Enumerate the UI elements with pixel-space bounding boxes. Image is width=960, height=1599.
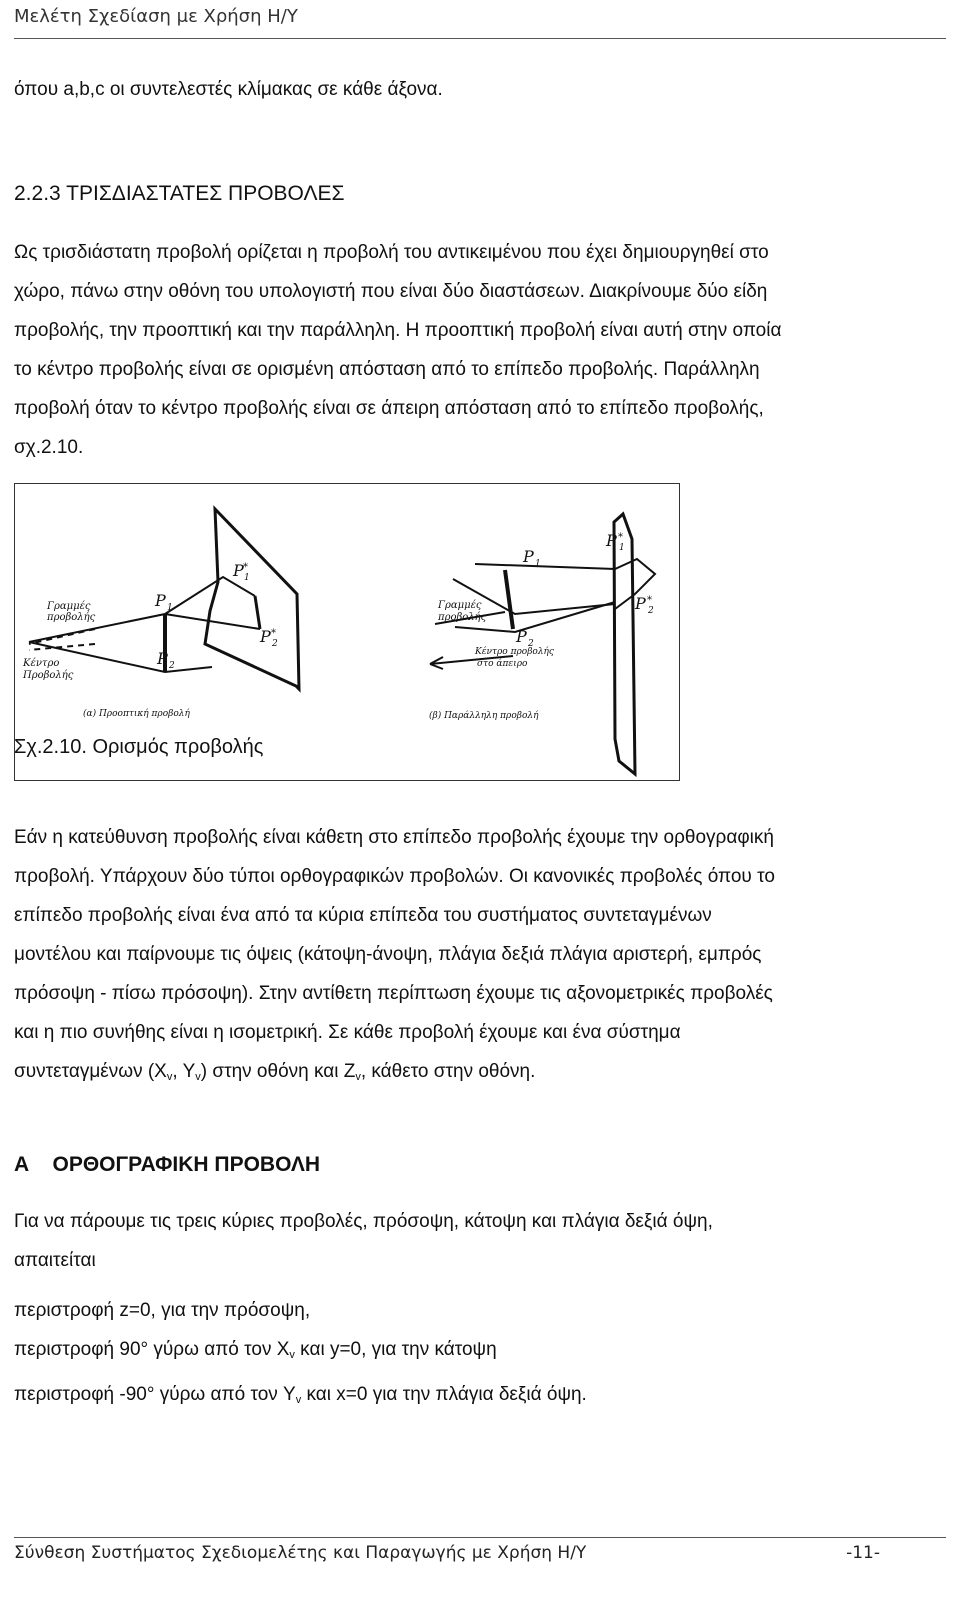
left-projection-line [165, 614, 260, 629]
section-a-intro [14, 1202, 932, 1280]
paragraph-line: προβολή. Υπάρχουν δύο τύποι ορθογραφικών προβολών. Οι κανονικές προβολές όπου το [14, 866, 775, 887]
left-star: * [243, 562, 248, 573]
running-footer: Σύνθεση Συστήματος Σχεδιομελέτης και Παραγωγής με Χρήση Η/Υ [14, 1543, 587, 1563]
left-projection-plane [205, 509, 299, 689]
text-run: , κάθετο στην οθόνη. [360, 1061, 536, 1082]
right-center-label: Κέντρο προβολής [475, 647, 554, 657]
section-a-heading: Α ΟΡΘΟΓΡΑΦΙΚΗ ΠΡΟΒΟΛΗ [14, 1153, 321, 1176]
right-p2-sub: 2 [528, 639, 534, 649]
left-p1-label: P [155, 591, 166, 610]
right-star: * [647, 595, 652, 606]
rotation-item [14, 1330, 932, 1375]
paragraph-line: χώρο, πάνω στην οθόνη του υπολογιστή που είναι δύο διαστάσεων. Διακρίνουμε δύο είδη [14, 281, 768, 302]
left-center-label: Κέντρο [23, 658, 60, 669]
left-p1-sub: 1 [167, 603, 173, 613]
figure-caption: Σχ.2.10. Ορισμός προβολής [14, 736, 264, 758]
right-p1-sub: 1 [535, 559, 541, 569]
section-paragraph [14, 233, 932, 467]
text-run: και x=0 για την πλάγια δεξιά όψη. [301, 1384, 587, 1405]
orthographic-paragraph [14, 818, 932, 1097]
paragraph-line: σχ.2.10. [14, 437, 84, 458]
right-subcaption: (β) Παράλληλη προβολή [429, 711, 539, 721]
right-projection-line [475, 559, 655, 609]
text-run: συντεταγμένων (X [14, 1061, 167, 1082]
paragraph-line: Ως τρισδιάστατη προβολή ορίζεται η προβολή του αντικειμένου που έχει δημιουργηθεί στο [14, 242, 769, 263]
subscript: v [289, 1349, 295, 1361]
subscript: v [195, 1071, 201, 1083]
paragraph-line: Για να πάρουμε τις τρεις κύριες προβολές, πρόσοψη, κάτοψη και πλάγια δεξιά όψη, [14, 1211, 713, 1232]
right-p1-label: P [523, 547, 534, 566]
paragraph-line: προβολής, την προοπτική και την παράλληλη. Η προοπτική προβολή είναι αυτή στην οποία [14, 320, 782, 341]
left-p2-label: P [157, 649, 168, 668]
subscript: v [295, 1394, 302, 1406]
right-object-edge [505, 570, 513, 629]
left-p2-star-label: P [260, 627, 271, 646]
paragraph-line [14, 1052, 932, 1097]
paragraph-line: απαιτείται [14, 1250, 96, 1271]
page-number: -11- [846, 1543, 880, 1563]
left-image-edge [255, 596, 260, 629]
left-star: * [271, 628, 276, 639]
right-lines-label: Γραμμές [438, 600, 482, 611]
left-center-label: Προβολής [23, 670, 74, 681]
rotation-item: περιστροφή z=0, για την πρόσοψη, [14, 1300, 311, 1321]
paragraph-line: πρόσοψη - πίσω πρόσοψη). Στην αντίθετη περίπτωση έχουμε τις αξονομετρικές προβολές [14, 983, 773, 1004]
right-projection-plane [614, 514, 635, 774]
subscript: v [166, 1071, 173, 1083]
left-subcaption: (α) Προοπτική προβολή [83, 709, 190, 719]
text-run: περιστροφή -90° γύρω από τον Y [14, 1384, 296, 1405]
text-run: ) στην οθόνη και Z [200, 1061, 356, 1082]
text-run: , Y [172, 1061, 196, 1082]
paragraph-line: επίπεδο προβολής είναι ένα από τα κύρια επίπεδα του συστήματος συντεταγμένων [14, 905, 712, 926]
right-p1-star-sub: 1 [619, 543, 625, 553]
right-p2-label: P [516, 627, 527, 646]
paragraph-line: μοντέλου και παίρνουμε τις όψεις (κάτοψη-άνοψη, πλάγια δεξιά πλάγια αριστερή, εμπρός [14, 944, 762, 965]
left-p2-sub: 2 [169, 661, 175, 671]
left-lines-label: προβολής [47, 612, 96, 623]
paragraph-line: προβολή όταν το κέντρο προβολής είναι σε άπειρη απόσταση από το επίπεδο προβολής, [14, 398, 764, 419]
left-p1-star-label: P [233, 561, 244, 580]
header-rule [14, 38, 946, 39]
intro-line: όπου a,b,c οι συντελεστές κλίμακας σε κάθε άξονα. [14, 79, 443, 100]
text-run: και y=0, για την κάτοψη [294, 1339, 497, 1360]
right-star: * [618, 532, 623, 543]
right-center-label: στο άπειρο [477, 659, 528, 669]
subscript: v [355, 1071, 361, 1083]
right-p1-star-label: P [606, 531, 617, 550]
paragraph-line: το κέντρο προβολής είναι σε ορισμένη απόσταση από το επίπεδο προβολής. Παράλληλη [14, 359, 760, 380]
rotation-item [14, 1375, 932, 1420]
left-lines-label: Γραμμές [47, 601, 91, 612]
left-p2-star-sub: 2 [272, 639, 278, 649]
left-p1-star-sub: 1 [244, 573, 250, 583]
right-lines-label: προβολής [438, 612, 487, 623]
rotation-list [14, 1291, 932, 1420]
right-p2-star-label: P [635, 594, 646, 613]
paragraph-line: Εάν η κατεύθυνση προβολής είναι κάθετη στο επίπεδο προβολής έχουμε την ορθογραφική [14, 827, 774, 848]
paragraph-line: και η πιο συνήθης είναι η ισομετρική. Σε κάθε προβολή έχουμε και ένα σύστημα [14, 1022, 681, 1043]
text-run: περιστροφή 90° γύρω από τον X [14, 1339, 290, 1360]
section-heading: 2.2.3 ΤΡΙΣΔΙΑΣΤΑΤΕΣ ΠΡΟΒΟΛΕΣ [14, 182, 345, 205]
footer-rule [14, 1537, 946, 1538]
running-header: Μελέτη Σχεδίαση με Χρήση Η/Υ [14, 6, 298, 27]
right-p2-star-sub: 2 [648, 606, 654, 616]
